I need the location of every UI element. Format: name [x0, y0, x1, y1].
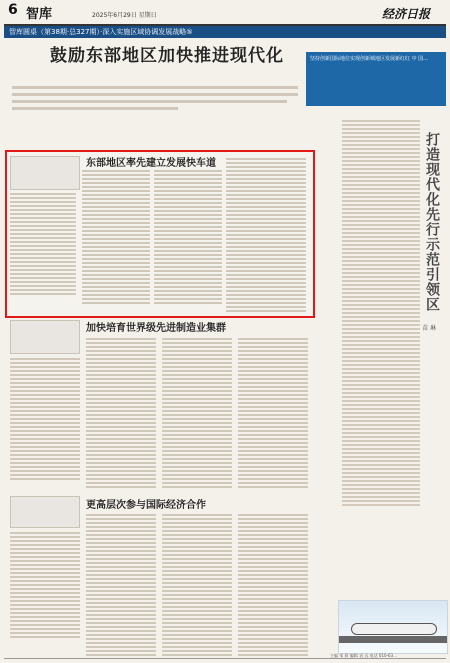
- text-block-2-a: [10, 356, 80, 482]
- text-column-d: [226, 156, 306, 314]
- column-title-bar: [4, 26, 446, 38]
- right-article-author: 苗 琳: [422, 325, 436, 332]
- text-block-3-b: [86, 512, 156, 658]
- text-block-3-c: [162, 512, 232, 658]
- promo-text: 坚持创新国际地位实现创新城地区发展新红红 中 国...: [310, 56, 428, 62]
- column-title: 智库圆桌（第38期·总327期）·深入实施区域协调发展战略⑤: [9, 28, 193, 36]
- quote-box-1: [10, 156, 80, 190]
- issue-date: 2025年6月29日 星期日: [92, 12, 157, 19]
- text-block-3-d: [238, 512, 308, 658]
- text-column-b: [82, 168, 150, 306]
- section-name: 智库: [26, 7, 53, 22]
- right-article-text: [342, 118, 420, 508]
- quote-box-3: [10, 496, 80, 528]
- main-headline: 鼓励东部地区加快推进现代化: [50, 46, 284, 66]
- train-graphic: [351, 623, 437, 635]
- text-block-3-a: [10, 530, 80, 640]
- text-block-2-b: [86, 336, 156, 490]
- text-column-a: [10, 191, 76, 297]
- bridge-graphic: [339, 636, 447, 643]
- page-number: 6: [8, 2, 18, 18]
- footer-credit: 主编 邹 莉 编辑 袁 远 电话 010-63…: [330, 653, 398, 658]
- text-block-2-d: [238, 336, 308, 490]
- newspaper-logo: 经济日报: [381, 7, 430, 21]
- subheadline-2: 加快培育世界级先进制造业集群: [86, 323, 226, 334]
- text-block-2-c: [162, 336, 232, 490]
- right-article-title: 打造现代化先行示范引领区: [424, 132, 440, 312]
- quote-box-2: [10, 320, 80, 354]
- masthead: [4, 2, 446, 26]
- promo-box: [306, 52, 446, 106]
- text-column-c: [154, 168, 222, 306]
- subheadline-3: 更高层次参与国际经济合作: [86, 500, 206, 511]
- lead-paragraph: [12, 82, 298, 112]
- right-article: [340, 118, 446, 648]
- rail-bridge-image: [338, 600, 448, 654]
- subheadline-1: 东部地区率先建立发展快车道: [86, 158, 216, 169]
